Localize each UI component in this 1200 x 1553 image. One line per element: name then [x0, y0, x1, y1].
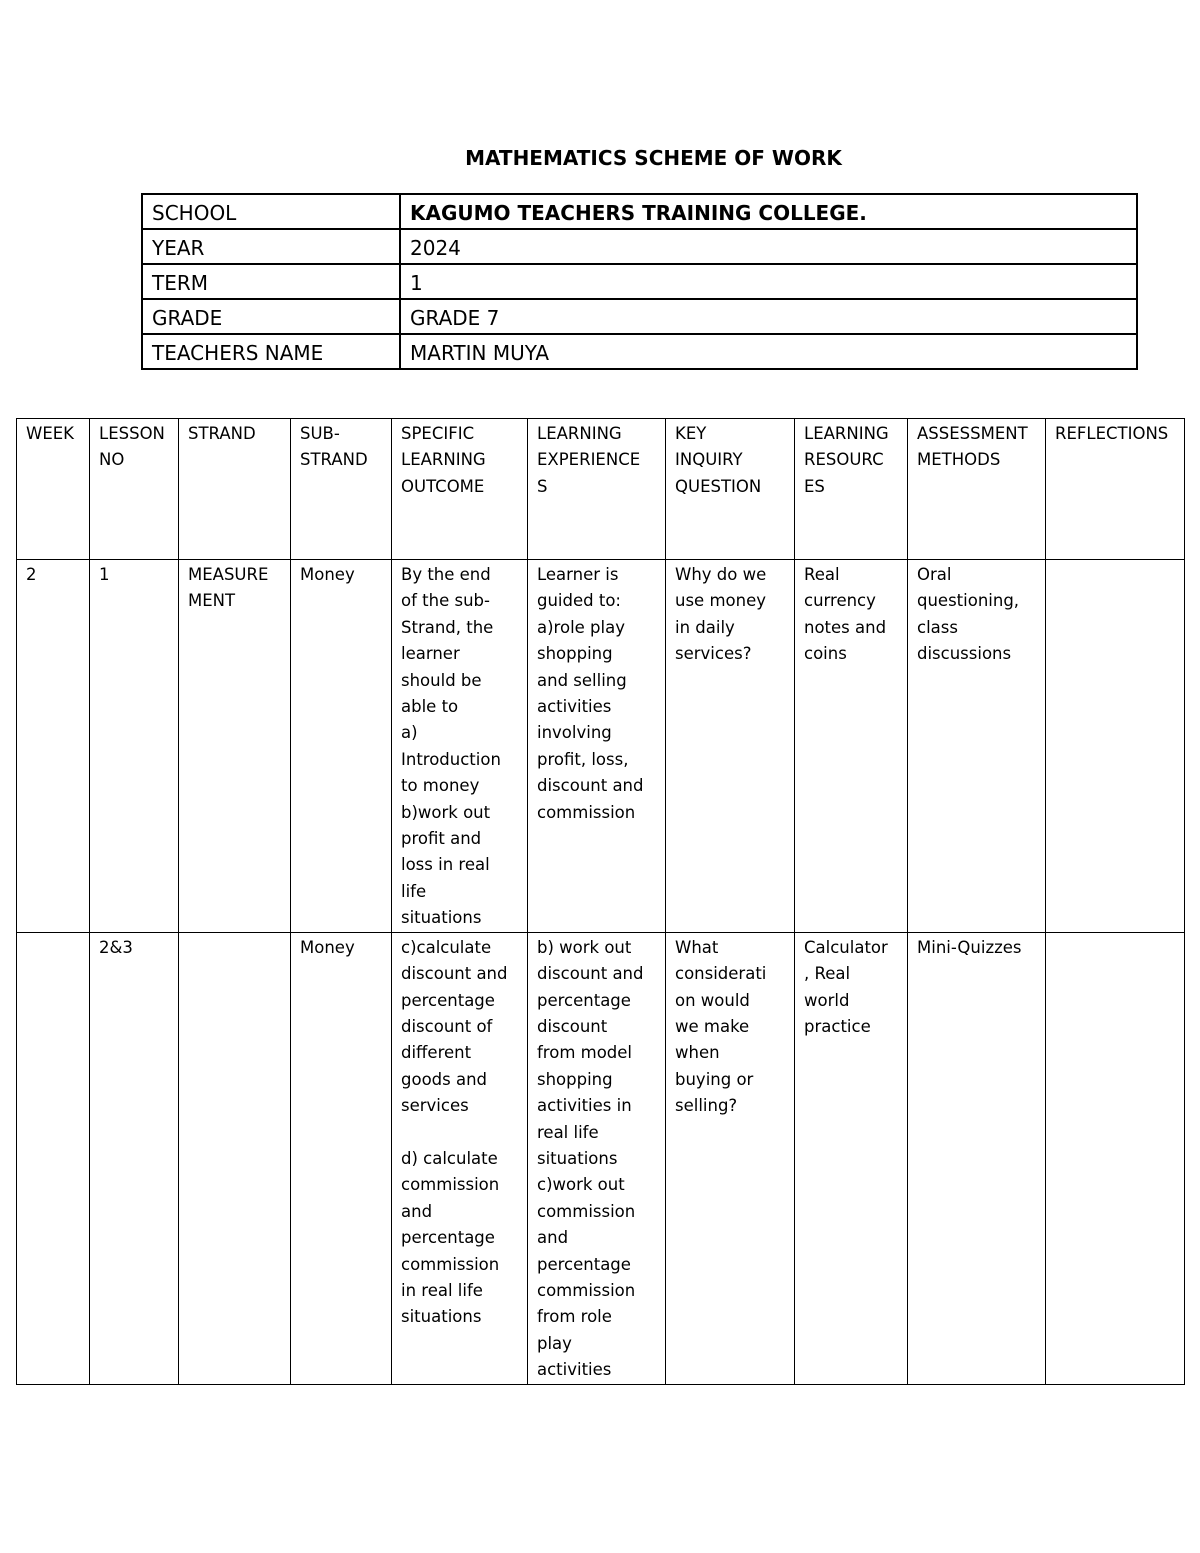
cell-text-line: commission [537, 1201, 636, 1221]
info-label: YEAR [142, 229, 400, 264]
cell-text-line: ES [804, 476, 825, 496]
cell-text-line: Strand, the [401, 617, 494, 637]
cell-learning-resources [795, 932, 908, 1384]
cell-text-line: shopping [537, 644, 613, 664]
cell-text-line: NO [99, 450, 125, 470]
cell-text-line: LEARNING [537, 424, 622, 443]
cell-text-line: d) calculate [401, 1148, 498, 1168]
cell-text-line: use money [675, 591, 766, 611]
cell-text-line: guided to: [537, 591, 621, 611]
cell-text-line: discount and [537, 964, 644, 984]
cell-text-line: loss in real [401, 855, 490, 875]
cell-text-line: different [401, 1043, 472, 1063]
cell-text-line: shopping [537, 1069, 613, 1089]
cell-text-line: What [675, 937, 719, 957]
cell-assessment-methods [908, 932, 1046, 1384]
header-lesson-no [90, 419, 179, 560]
cell-text-line: notes and [804, 617, 887, 637]
cell-text-line: involving [537, 723, 612, 743]
cell-text-line: percentage [401, 1228, 495, 1248]
cell-reflections [1046, 560, 1185, 933]
cell-text-line: play [537, 1333, 572, 1353]
cell-sub-strand [291, 560, 392, 933]
cell-text-line: in real life [401, 1280, 483, 1300]
cell-text-line: WEEK [26, 424, 74, 443]
cell-text-line: By the end [401, 565, 491, 584]
cell-text-line: questioning, [917, 591, 1020, 611]
cell-text-line: services? [675, 644, 752, 664]
cell-text-line: b) work out [537, 937, 632, 957]
cell-text-line: SPECIFIC [401, 424, 475, 443]
cell-text-line: EXPERIENCE [537, 450, 641, 470]
cell-text-line: Mini-Quizzes [917, 937, 1022, 957]
cell-strand [179, 560, 291, 933]
cell-text-line: Introduction [401, 749, 501, 769]
cell-text-line: c)work out [537, 1175, 625, 1195]
cell-text-line: OUTCOME [401, 476, 485, 496]
cell-text-line: discount [537, 1016, 608, 1036]
info-value: MARTIN MUYA [400, 334, 1137, 369]
cell-text-line: from model [537, 1043, 633, 1063]
header-sub-strand [291, 419, 392, 560]
header-row [17, 419, 1185, 560]
cell-lesson-no [90, 932, 179, 1384]
info-value: 1 [400, 264, 1137, 299]
cell-strand [179, 932, 291, 1384]
info-label: TEACHERS NAME [142, 334, 400, 369]
cell-text-line: commission [401, 1254, 500, 1274]
table-row [17, 932, 1185, 1384]
cell-text-line: on would [675, 990, 750, 1010]
cell-text-line: and selling [537, 670, 627, 690]
cell-text-line: from role [537, 1307, 612, 1327]
cell-text-line: QUESTION [675, 476, 762, 496]
info-value: KAGUMO TEACHERS TRAINING COLLEGE. [400, 194, 1137, 229]
cell-text-line: buying or [675, 1069, 754, 1089]
cell-text-line: 2&3 [99, 937, 133, 957]
cell-text-line: Real [804, 565, 840, 584]
cell-text-line: commission [537, 802, 636, 822]
header-specific-learning-outcome [392, 419, 528, 560]
school-info-table [141, 193, 1138, 370]
cell-text-line: INQUIRY [675, 450, 743, 470]
info-row-term [142, 264, 1137, 299]
info-row-teacher [142, 334, 1137, 369]
cell-text-line: to money [401, 776, 480, 796]
cell-text-line: LESSON [99, 424, 165, 443]
cell-text-line: a)role play [537, 617, 625, 637]
cell-text-line: commission [401, 1175, 500, 1195]
cell-text-line: KEY [675, 424, 707, 443]
cell-text-line: world [804, 990, 850, 1010]
header-learning-experiences [528, 419, 666, 560]
cell-text-line: 1 [99, 565, 110, 584]
table-row [17, 560, 1185, 933]
info-value: GRADE 7 [400, 299, 1137, 334]
scheme-of-work-table [16, 418, 1185, 1385]
cell-specific-learning-outcome [392, 560, 528, 933]
cell-text-line: activities [537, 1360, 612, 1380]
cell-text-line: of the sub- [401, 591, 490, 611]
cell-text-line: profit and [401, 829, 482, 849]
cell-text-line: percentage [537, 1254, 631, 1274]
cell-learning-experiences [528, 560, 666, 933]
cell-text-line: 2 [26, 565, 37, 584]
cell-text-line: Learner is [537, 565, 619, 584]
cell-text-line: Why do we [675, 565, 767, 584]
cell-text-line: in daily [675, 617, 735, 637]
cell-text-line: discount and [401, 964, 508, 984]
cell-learning-experiences [528, 932, 666, 1384]
document-title: MATHEMATICS SCHEME OF WORK [465, 146, 842, 170]
info-value: 2024 [400, 229, 1137, 264]
cell-lesson-no [90, 560, 179, 933]
cell-learning-resources [795, 560, 908, 933]
cell-text-line: b)work out [401, 802, 491, 822]
cell-text-line: goods and [401, 1069, 488, 1089]
cell-text-line: selling? [675, 1096, 738, 1116]
cell-text-line: Oral [917, 565, 952, 584]
cell-text-line: practice [804, 1016, 871, 1036]
cell-text-line: and [401, 1201, 433, 1221]
cell-text-line [401, 1120, 518, 1146]
cell-text-line: STRAND [300, 450, 368, 470]
info-row-year [142, 229, 1137, 264]
info-label: TERM [142, 264, 400, 299]
cell-text-line: profit, loss, [537, 749, 629, 769]
cell-text-line: able to [401, 697, 459, 717]
cell-text-line: a) [401, 723, 418, 743]
cell-text-line: MEASURE [188, 565, 269, 584]
cell-specific-learning-outcome [392, 932, 528, 1384]
cell-text-line: life [401, 881, 427, 901]
cell-text-line: percentage [537, 990, 631, 1010]
info-label: GRADE [142, 299, 400, 334]
cell-text-line: currency [804, 591, 876, 611]
cell-text-line: S [537, 476, 548, 496]
cell-text-line: c)calculate [401, 937, 492, 957]
header-assessment-methods [908, 419, 1046, 560]
cell-text-line: and [537, 1228, 569, 1248]
cell-text-line: discount and [537, 776, 644, 796]
cell-text-line: REFLECTIONS [1055, 424, 1169, 443]
cell-text-line: services [401, 1096, 469, 1116]
cell-text-line: ASSESSMENT [917, 424, 1028, 443]
cell-text-line: should be [401, 670, 482, 690]
header-week [17, 419, 90, 560]
cell-text-line: commission [537, 1280, 636, 1300]
cell-text-line: considerati [675, 964, 767, 984]
cell-text-line: activities in [537, 1096, 632, 1116]
header-key-inquiry-question [666, 419, 795, 560]
cell-text-line: we make [675, 1016, 750, 1036]
cell-text-line: Money [300, 937, 355, 957]
cell-text-line: MENT [188, 591, 236, 611]
cell-assessment-methods [908, 560, 1046, 933]
cell-text-line: RESOURC [804, 450, 884, 470]
cell-text-line: when [675, 1043, 720, 1063]
cell-text-line: real life [537, 1122, 599, 1142]
cell-text-line: learner [401, 644, 460, 664]
cell-text-line: discount of [401, 1016, 493, 1036]
info-label: SCHOOL [142, 194, 400, 229]
cell-text-line: Calculator [804, 937, 888, 957]
cell-key-inquiry-question [666, 932, 795, 1384]
info-row-grade [142, 299, 1137, 334]
info-row-school [142, 194, 1137, 229]
cell-text-line: activities [537, 697, 612, 717]
cell-text-line: class [917, 617, 958, 637]
cell-text-line: Money [300, 565, 355, 584]
cell-reflections [1046, 932, 1185, 1384]
cell-week [17, 560, 90, 933]
cell-text-line: STRAND [188, 424, 256, 443]
header-strand [179, 419, 291, 560]
cell-text-line: LEARNING [804, 424, 889, 443]
cell-text-line: situations [401, 1307, 482, 1327]
cell-text-line: coins [804, 644, 847, 664]
cell-text-line: METHODS [917, 450, 1001, 470]
cell-text-line: situations [537, 1148, 618, 1168]
cell-week [17, 932, 90, 1384]
cell-text-line: discussions [917, 644, 1012, 664]
header-reflections [1046, 419, 1185, 560]
cell-text-line: SUB- [300, 424, 340, 443]
cell-text-line: situations [401, 908, 482, 928]
cell-text-line: , Real [804, 964, 851, 984]
cell-sub-strand [291, 932, 392, 1384]
cell-text-line: LEARNING [401, 450, 486, 470]
cell-text-line: percentage [401, 990, 495, 1010]
header-learning-resources [795, 419, 908, 560]
cell-key-inquiry-question [666, 560, 795, 933]
